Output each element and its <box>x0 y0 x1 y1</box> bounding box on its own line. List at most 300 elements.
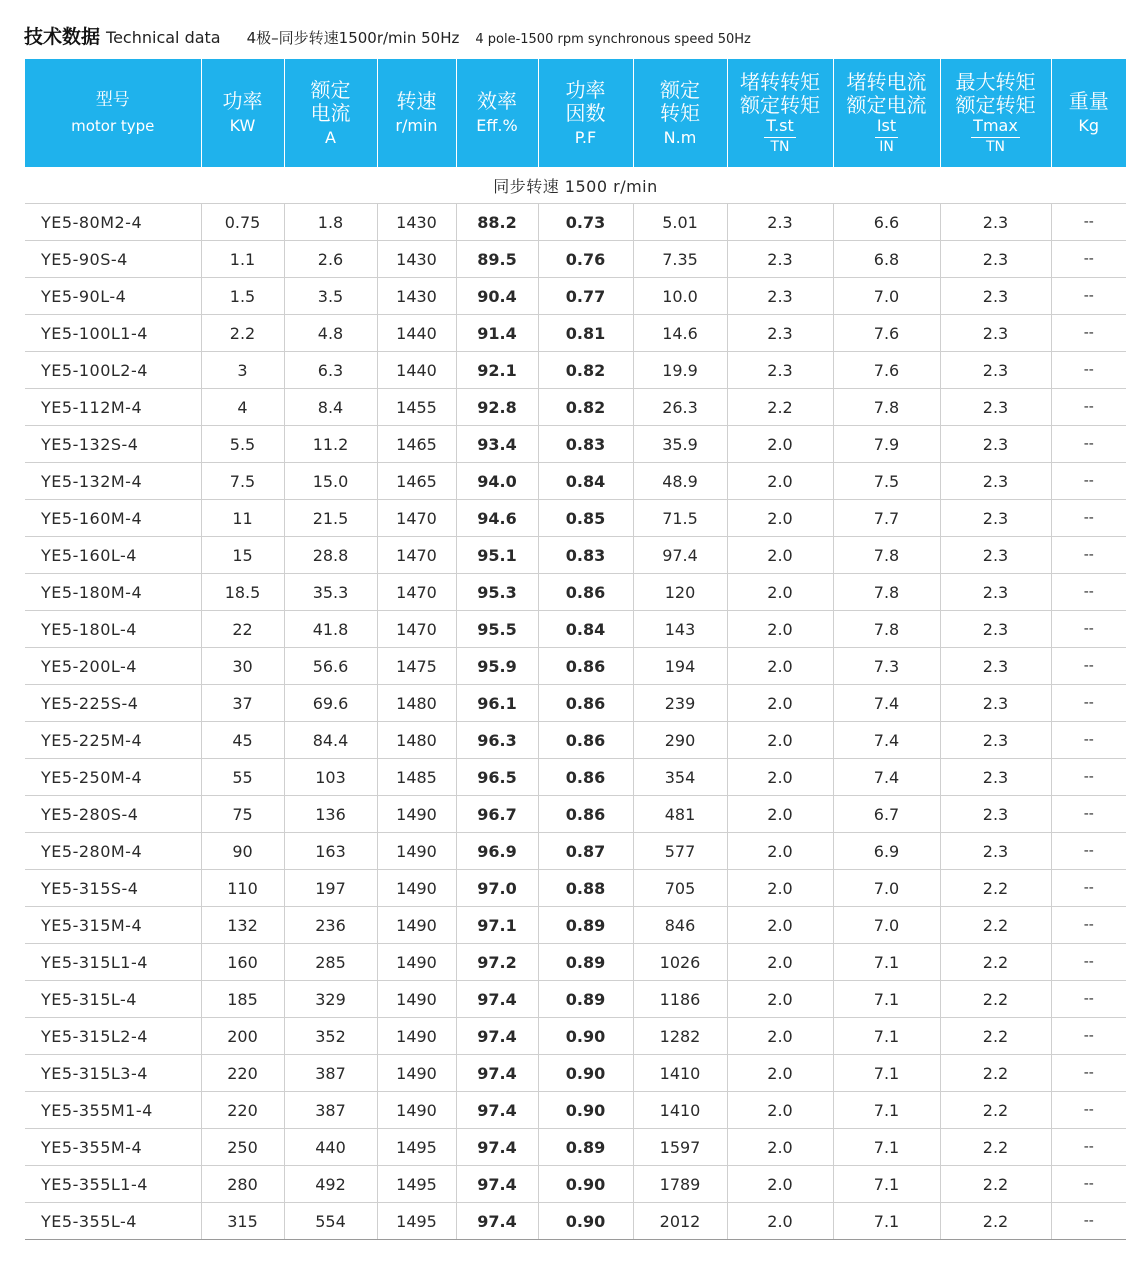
cell-power-factor: 0.90 <box>538 1092 633 1129</box>
table-row <box>25 426 1126 463</box>
table-row <box>25 833 1126 870</box>
header-locked-rotor-torque: 堵转转矩 额定转矩 $\frac{T.st}{TN}$ <box>727 59 833 167</box>
cell-tst-tn: 2.0 <box>727 574 833 611</box>
cell-weight: -- <box>1051 722 1126 759</box>
cell-current: 56.6 <box>284 648 377 685</box>
page-title <box>24 22 751 50</box>
cell-torque: 97.4 <box>633 537 727 574</box>
cell-ist-in: 6.7 <box>833 796 940 833</box>
cell-speed: 1465 <box>377 463 456 500</box>
cell-current: 163 <box>284 833 377 870</box>
header-rated-torque: 额定 转矩 N.m <box>633 59 727 167</box>
table-row <box>25 981 1126 1018</box>
cell-power-factor: 0.77 <box>538 278 633 315</box>
cell-power: 110 <box>201 870 284 907</box>
cell-power: 200 <box>201 1018 284 1055</box>
cell-power: 5.5 <box>201 426 284 463</box>
cell-tmax-tn: 2.3 <box>940 204 1051 241</box>
cell-ist-in: 7.8 <box>833 537 940 574</box>
cell-power-factor: 0.86 <box>538 722 633 759</box>
cell-efficiency: 97.4 <box>456 1129 538 1166</box>
cell-power-factor: 0.83 <box>538 537 633 574</box>
cell-ist-in: 7.1 <box>833 1092 940 1129</box>
cell-power-factor: 0.88 <box>538 870 633 907</box>
cell-efficiency: 96.9 <box>456 833 538 870</box>
cell-speed: 1440 <box>377 352 456 389</box>
cell-speed: 1495 <box>377 1166 456 1203</box>
cell-torque: 846 <box>633 907 727 944</box>
cell-torque: 10.0 <box>633 278 727 315</box>
cell-power-factor: 0.90 <box>538 1203 633 1240</box>
cell-torque: 1026 <box>633 944 727 981</box>
cell-ist-in: 7.9 <box>833 426 940 463</box>
cell-model: YE5-315M-4 <box>25 907 201 944</box>
cell-current: 11.2 <box>284 426 377 463</box>
cell-speed: 1465 <box>377 426 456 463</box>
cell-model: YE5-100L1-4 <box>25 315 201 352</box>
cell-efficiency: 90.4 <box>456 278 538 315</box>
cell-efficiency: 94.0 <box>456 463 538 500</box>
cell-speed: 1470 <box>377 537 456 574</box>
cell-efficiency: 97.4 <box>456 1092 538 1129</box>
cell-model: YE5-225M-4 <box>25 722 201 759</box>
cell-tmax-tn: 2.3 <box>940 796 1051 833</box>
cell-tmax-tn: 2.2 <box>940 907 1051 944</box>
cell-power: 30 <box>201 648 284 685</box>
cell-efficiency: 95.9 <box>456 648 538 685</box>
cell-power-factor: 0.86 <box>538 796 633 833</box>
cell-speed: 1495 <box>377 1203 456 1240</box>
cell-tmax-tn: 2.3 <box>940 537 1051 574</box>
cell-tst-tn: 2.3 <box>727 278 833 315</box>
cell-tmax-tn: 2.3 <box>940 648 1051 685</box>
cell-tmax-tn: 2.3 <box>940 759 1051 796</box>
cell-speed: 1485 <box>377 759 456 796</box>
cell-model: YE5-180M-4 <box>25 574 201 611</box>
cell-torque: 577 <box>633 833 727 870</box>
cell-ist-in: 7.4 <box>833 722 940 759</box>
cell-current: 387 <box>284 1055 377 1092</box>
cell-efficiency: 97.4 <box>456 1203 538 1240</box>
cell-speed: 1490 <box>377 796 456 833</box>
table-row <box>25 204 1126 241</box>
subtitle-en: 4 pole-1500 rpm synchronous speed 50Hz <box>475 32 751 47</box>
cell-torque: 1186 <box>633 981 727 1018</box>
cell-weight: -- <box>1051 204 1126 241</box>
cell-model: YE5-90S-4 <box>25 241 201 278</box>
cell-efficiency: 92.1 <box>456 352 538 389</box>
cell-efficiency: 97.2 <box>456 944 538 981</box>
header-breakdown-torque: 最大转矩 额定转矩 $\frac{Tmax}{TN}$ <box>940 59 1051 167</box>
cell-ist-in: 7.8 <box>833 611 940 648</box>
cell-ist-in: 7.1 <box>833 981 940 1018</box>
cell-current: 3.5 <box>284 278 377 315</box>
table-row <box>25 389 1126 426</box>
cell-current: 84.4 <box>284 722 377 759</box>
cell-tmax-tn: 2.3 <box>940 500 1051 537</box>
cell-power-factor: 0.87 <box>538 833 633 870</box>
cell-power: 4 <box>201 389 284 426</box>
cell-power-factor: 0.82 <box>538 389 633 426</box>
header-motor-type: 型号 motor type <box>25 59 201 167</box>
cell-power: 220 <box>201 1055 284 1092</box>
cell-tst-tn: 2.0 <box>727 500 833 537</box>
cell-tst-tn: 2.0 <box>727 833 833 870</box>
cell-torque: 239 <box>633 685 727 722</box>
cell-weight: -- <box>1051 648 1126 685</box>
cell-tst-tn: 2.0 <box>727 944 833 981</box>
cell-tmax-tn: 2.2 <box>940 1203 1051 1240</box>
cell-tmax-tn: 2.3 <box>940 278 1051 315</box>
cell-tst-tn: 2.3 <box>727 352 833 389</box>
table-row <box>25 1018 1126 1055</box>
cell-efficiency: 97.4 <box>456 1055 538 1092</box>
cell-tmax-tn: 2.2 <box>940 1166 1051 1203</box>
table-row <box>25 611 1126 648</box>
cell-torque: 35.9 <box>633 426 727 463</box>
cell-efficiency: 96.1 <box>456 685 538 722</box>
cell-power-factor: 0.89 <box>538 907 633 944</box>
cell-model: YE5-355M-4 <box>25 1129 201 1166</box>
cell-torque: 705 <box>633 870 727 907</box>
cell-model: YE5-355L1-4 <box>25 1166 201 1203</box>
cell-power: 250 <box>201 1129 284 1166</box>
cell-power: 220 <box>201 1092 284 1129</box>
cell-speed: 1495 <box>377 1129 456 1166</box>
table-row <box>25 796 1126 833</box>
table-row <box>25 1092 1126 1129</box>
cell-speed: 1480 <box>377 685 456 722</box>
cell-ist-in: 7.4 <box>833 759 940 796</box>
cell-torque: 7.35 <box>633 241 727 278</box>
header-efficiency: 效率 Eff.% <box>456 59 538 167</box>
cell-efficiency: 95.1 <box>456 537 538 574</box>
cell-power: 18.5 <box>201 574 284 611</box>
cell-power: 1.1 <box>201 241 284 278</box>
header-power: 功率 KW <box>201 59 284 167</box>
cell-speed: 1490 <box>377 1018 456 1055</box>
cell-weight: -- <box>1051 833 1126 870</box>
cell-power: 7.5 <box>201 463 284 500</box>
cell-torque: 1410 <box>633 1092 727 1129</box>
cell-tst-tn: 2.0 <box>727 1166 833 1203</box>
cell-current: 8.4 <box>284 389 377 426</box>
cell-ist-in: 7.8 <box>833 389 940 426</box>
table-row <box>25 537 1126 574</box>
cell-current: 352 <box>284 1018 377 1055</box>
table-header <box>25 59 1126 167</box>
cell-power: 37 <box>201 685 284 722</box>
table-row <box>25 1055 1126 1092</box>
cell-tmax-tn: 2.2 <box>940 1092 1051 1129</box>
cell-tmax-tn: 2.3 <box>940 241 1051 278</box>
cell-tmax-tn: 2.2 <box>940 1129 1051 1166</box>
group-label: 同步转速 1500 r/min <box>25 167 1126 204</box>
cell-ist-in: 7.4 <box>833 685 940 722</box>
cell-efficiency: 95.5 <box>456 611 538 648</box>
cell-current: 197 <box>284 870 377 907</box>
cell-ist-in: 7.5 <box>833 463 940 500</box>
cell-weight: -- <box>1051 981 1126 1018</box>
cell-current: 387 <box>284 1092 377 1129</box>
cell-model: YE5-355M1-4 <box>25 1092 201 1129</box>
cell-power-factor: 0.84 <box>538 611 633 648</box>
cell-current: 1.8 <box>284 204 377 241</box>
cell-model: YE5-315L-4 <box>25 981 201 1018</box>
cell-ist-in: 7.1 <box>833 1203 940 1240</box>
cell-power: 55 <box>201 759 284 796</box>
cell-ist-in: 7.8 <box>833 574 940 611</box>
cell-model: YE5-160M-4 <box>25 500 201 537</box>
cell-tst-tn: 2.0 <box>727 611 833 648</box>
cell-speed: 1440 <box>377 315 456 352</box>
title-cn: 技术数据 <box>24 26 101 48</box>
cell-efficiency: 94.6 <box>456 500 538 537</box>
cell-tmax-tn: 2.3 <box>940 685 1051 722</box>
cell-tst-tn: 2.2 <box>727 389 833 426</box>
cell-weight: -- <box>1051 1092 1126 1129</box>
table-row <box>25 648 1126 685</box>
cell-weight: -- <box>1051 796 1126 833</box>
header-rated-current: 额定 电流 A <box>284 59 377 167</box>
cell-efficiency: 91.4 <box>456 315 538 352</box>
cell-ist-in: 7.0 <box>833 907 940 944</box>
cell-tmax-tn: 2.3 <box>940 352 1051 389</box>
table-row <box>25 759 1126 796</box>
table-row <box>25 574 1126 611</box>
cell-current: 21.5 <box>284 500 377 537</box>
cell-power-factor: 0.89 <box>538 944 633 981</box>
cell-power-factor: 0.82 <box>538 352 633 389</box>
cell-speed: 1490 <box>377 870 456 907</box>
cell-power: 22 <box>201 611 284 648</box>
cell-speed: 1455 <box>377 389 456 426</box>
cell-power: 2.2 <box>201 315 284 352</box>
cell-speed: 1470 <box>377 611 456 648</box>
cell-tst-tn: 2.3 <box>727 241 833 278</box>
cell-weight: -- <box>1051 870 1126 907</box>
table-body <box>25 167 1126 1240</box>
cell-weight: -- <box>1051 352 1126 389</box>
cell-model: YE5-225S-4 <box>25 685 201 722</box>
cell-torque: 143 <box>633 611 727 648</box>
cell-speed: 1430 <box>377 204 456 241</box>
cell-tmax-tn: 2.2 <box>940 1055 1051 1092</box>
cell-current: 103 <box>284 759 377 796</box>
cell-ist-in: 7.0 <box>833 870 940 907</box>
table-row <box>25 907 1126 944</box>
cell-tmax-tn: 2.3 <box>940 722 1051 759</box>
cell-torque: 194 <box>633 648 727 685</box>
cell-tmax-tn: 2.3 <box>940 426 1051 463</box>
cell-current: 554 <box>284 1203 377 1240</box>
cell-model: YE5-315S-4 <box>25 870 201 907</box>
cell-power-factor: 0.73 <box>538 204 633 241</box>
cell-weight: -- <box>1051 500 1126 537</box>
cell-weight: -- <box>1051 241 1126 278</box>
cell-efficiency: 97.1 <box>456 907 538 944</box>
cell-efficiency: 97.4 <box>456 1018 538 1055</box>
cell-model: YE5-180L-4 <box>25 611 201 648</box>
cell-current: 2.6 <box>284 241 377 278</box>
cell-speed: 1430 <box>377 241 456 278</box>
cell-tst-tn: 2.3 <box>727 204 833 241</box>
cell-power-factor: 0.85 <box>538 500 633 537</box>
cell-torque: 1789 <box>633 1166 727 1203</box>
cell-efficiency: 96.3 <box>456 722 538 759</box>
header-locked-rotor-current: 堵转电流 额定电流 $\frac{\text{Ist}}{IN}$ <box>833 59 940 167</box>
title-en: Technical data <box>106 28 221 47</box>
cell-efficiency: 89.5 <box>456 241 538 278</box>
cell-weight: -- <box>1051 1203 1126 1240</box>
table-row <box>25 685 1126 722</box>
cell-weight: -- <box>1051 463 1126 500</box>
group-row <box>25 167 1126 204</box>
cell-tmax-tn: 2.3 <box>940 463 1051 500</box>
cell-tst-tn: 2.0 <box>727 1092 833 1129</box>
cell-power: 0.75 <box>201 204 284 241</box>
cell-tst-tn: 2.0 <box>727 537 833 574</box>
cell-torque: 481 <box>633 796 727 833</box>
cell-power-factor: 0.89 <box>538 1129 633 1166</box>
cell-torque: 19.9 <box>633 352 727 389</box>
cell-tst-tn: 2.0 <box>727 1055 833 1092</box>
cell-weight: -- <box>1051 1166 1126 1203</box>
cell-weight: -- <box>1051 759 1126 796</box>
cell-tmax-tn: 2.3 <box>940 833 1051 870</box>
header-weight: 重量 Kg <box>1051 59 1126 167</box>
cell-tst-tn: 2.0 <box>727 796 833 833</box>
cell-power-factor: 0.83 <box>538 426 633 463</box>
cell-weight: -- <box>1051 944 1126 981</box>
cell-tst-tn: 2.0 <box>727 870 833 907</box>
cell-power: 11 <box>201 500 284 537</box>
cell-efficiency: 97.4 <box>456 1166 538 1203</box>
cell-ist-in: 7.0 <box>833 278 940 315</box>
cell-model: YE5-100L2-4 <box>25 352 201 389</box>
cell-weight: -- <box>1051 907 1126 944</box>
cell-weight: -- <box>1051 426 1126 463</box>
cell-power: 185 <box>201 981 284 1018</box>
table-row <box>25 870 1126 907</box>
cell-tst-tn: 2.0 <box>727 1129 833 1166</box>
table-row <box>25 278 1126 315</box>
cell-torque: 1410 <box>633 1055 727 1092</box>
cell-tmax-tn: 2.3 <box>940 315 1051 352</box>
cell-speed: 1475 <box>377 648 456 685</box>
cell-weight: -- <box>1051 574 1126 611</box>
cell-speed: 1490 <box>377 944 456 981</box>
cell-weight: -- <box>1051 537 1126 574</box>
cell-power-factor: 0.86 <box>538 685 633 722</box>
cell-model: YE5-160L-4 <box>25 537 201 574</box>
cell-power-factor: 0.90 <box>538 1055 633 1092</box>
cell-model: YE5-250M-4 <box>25 759 201 796</box>
cell-torque: 26.3 <box>633 389 727 426</box>
cell-speed: 1430 <box>377 278 456 315</box>
cell-speed: 1490 <box>377 1055 456 1092</box>
cell-torque: 354 <box>633 759 727 796</box>
cell-tst-tn: 2.0 <box>727 722 833 759</box>
cell-tst-tn: 2.0 <box>727 1018 833 1055</box>
cell-power-factor: 0.86 <box>538 759 633 796</box>
cell-current: 136 <box>284 796 377 833</box>
cell-power: 160 <box>201 944 284 981</box>
table-row <box>25 1203 1126 1240</box>
cell-weight: -- <box>1051 315 1126 352</box>
header-power-factor: 功率 因数 P.F <box>538 59 633 167</box>
cell-tmax-tn: 2.3 <box>940 574 1051 611</box>
cell-tst-tn: 2.0 <box>727 907 833 944</box>
cell-model: YE5-112M-4 <box>25 389 201 426</box>
cell-torque: 1282 <box>633 1018 727 1055</box>
cell-tst-tn: 2.0 <box>727 648 833 685</box>
cell-tmax-tn: 2.2 <box>940 944 1051 981</box>
cell-speed: 1470 <box>377 500 456 537</box>
cell-tmax-tn: 2.3 <box>940 389 1051 426</box>
cell-ist-in: 6.9 <box>833 833 940 870</box>
cell-model: YE5-315L3-4 <box>25 1055 201 1092</box>
cell-current: 15.0 <box>284 463 377 500</box>
cell-current: 329 <box>284 981 377 1018</box>
cell-tst-tn: 2.0 <box>727 759 833 796</box>
cell-current: 35.3 <box>284 574 377 611</box>
cell-efficiency: 95.3 <box>456 574 538 611</box>
cell-ist-in: 7.1 <box>833 1166 940 1203</box>
cell-torque: 48.9 <box>633 463 727 500</box>
cell-power-factor: 0.86 <box>538 574 633 611</box>
cell-model: YE5-280S-4 <box>25 796 201 833</box>
cell-current: 41.8 <box>284 611 377 648</box>
cell-power: 315 <box>201 1203 284 1240</box>
cell-efficiency: 96.5 <box>456 759 538 796</box>
cell-torque: 290 <box>633 722 727 759</box>
cell-speed: 1490 <box>377 907 456 944</box>
cell-ist-in: 7.3 <box>833 648 940 685</box>
cell-efficiency: 96.7 <box>456 796 538 833</box>
cell-weight: -- <box>1051 611 1126 648</box>
cell-power-factor: 0.90 <box>538 1166 633 1203</box>
table-row <box>25 352 1126 389</box>
cell-power-factor: 0.84 <box>538 463 633 500</box>
cell-weight: -- <box>1051 1018 1126 1055</box>
cell-tst-tn: 2.0 <box>727 981 833 1018</box>
cell-power-factor: 0.89 <box>538 981 633 1018</box>
cell-model: YE5-315L2-4 <box>25 1018 201 1055</box>
cell-power: 132 <box>201 907 284 944</box>
cell-speed: 1470 <box>377 574 456 611</box>
cell-ist-in: 7.1 <box>833 944 940 981</box>
header-speed: 转速 r/min <box>377 59 456 167</box>
cell-power: 15 <box>201 537 284 574</box>
cell-efficiency: 97.4 <box>456 981 538 1018</box>
cell-ist-in: 7.6 <box>833 315 940 352</box>
cell-speed: 1490 <box>377 1092 456 1129</box>
cell-current: 69.6 <box>284 685 377 722</box>
cell-tmax-tn: 2.2 <box>940 870 1051 907</box>
table-row <box>25 315 1126 352</box>
table-row <box>25 944 1126 981</box>
cell-efficiency: 97.0 <box>456 870 538 907</box>
technical-data-table <box>25 59 1126 1240</box>
cell-model: YE5-90L-4 <box>25 278 201 315</box>
cell-weight: -- <box>1051 1129 1126 1166</box>
cell-power: 75 <box>201 796 284 833</box>
cell-ist-in: 7.7 <box>833 500 940 537</box>
cell-weight: -- <box>1051 389 1126 426</box>
cell-tmax-tn: 2.3 <box>940 611 1051 648</box>
cell-torque: 120 <box>633 574 727 611</box>
